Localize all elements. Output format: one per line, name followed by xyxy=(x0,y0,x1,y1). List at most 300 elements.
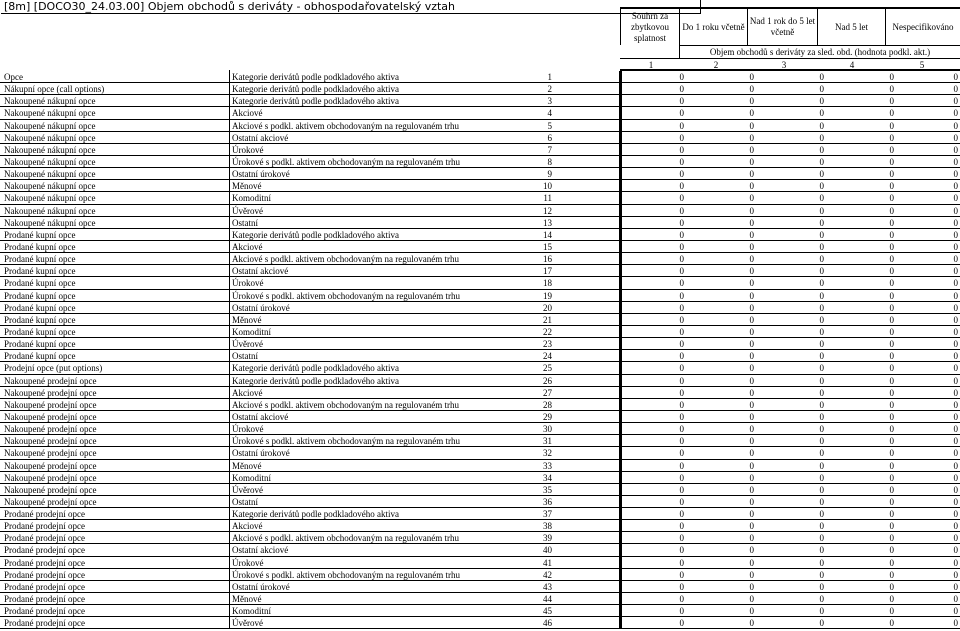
value-border xyxy=(619,217,622,228)
row-value: 0 xyxy=(749,326,754,337)
column-number: 4 xyxy=(849,60,855,70)
row-category: Nakoupené nákupní opce xyxy=(4,108,96,119)
row-subcategory: Ostatní akciové xyxy=(232,266,289,277)
row-value: 0 xyxy=(889,314,894,325)
row-subcategory: Ostatní akciové xyxy=(232,545,289,556)
row-value: 0 xyxy=(679,108,684,119)
row-value: 0 xyxy=(953,448,958,459)
row-value: 0 xyxy=(679,302,684,313)
row-subcategory: Kategorie derivátů podle podkladového aktiva xyxy=(232,84,399,95)
row-category: Prodané prodejní opce xyxy=(4,509,85,520)
row-value: 0 xyxy=(749,424,754,435)
value-border xyxy=(619,569,622,580)
table-row xyxy=(0,411,960,423)
row-category: Nakoupené nákupní opce xyxy=(4,96,96,107)
row-value: 0 xyxy=(889,302,894,313)
row-value: 0 xyxy=(953,302,958,313)
row-value: 0 xyxy=(749,594,754,605)
row-category: Nakoupené nákupní opce xyxy=(4,181,96,192)
row-subcategory: Úrokové s podkl. aktivem obchodovaným na regulovaném trhu xyxy=(232,156,460,167)
row-category: Prodané kupní opce xyxy=(4,314,76,325)
cell-divider xyxy=(229,252,230,264)
row-number: 25 xyxy=(543,363,552,374)
row-category: Prodané kupní opce xyxy=(4,351,76,362)
row-value: 0 xyxy=(679,266,684,277)
row-value: 0 xyxy=(679,205,684,216)
row-value: 0 xyxy=(819,460,824,471)
cell-divider xyxy=(229,94,230,106)
row-value: 0 xyxy=(679,241,684,252)
row-value: 0 xyxy=(889,290,894,301)
value-border xyxy=(619,593,622,604)
row-value: 0 xyxy=(889,606,894,617)
cell-divider xyxy=(229,422,230,434)
column-number-row xyxy=(620,58,960,71)
value-border xyxy=(619,314,622,325)
value-border xyxy=(619,95,622,106)
value-border xyxy=(619,484,622,495)
row-value: 0 xyxy=(889,266,894,277)
table-row xyxy=(0,217,960,229)
row-value: 0 xyxy=(749,460,754,471)
row-value: 0 xyxy=(819,509,824,520)
table-row xyxy=(0,447,960,459)
cell-divider xyxy=(229,543,230,555)
table-row xyxy=(0,581,960,593)
cell-divider xyxy=(229,568,230,580)
row-value: 0 xyxy=(819,484,824,495)
table-row xyxy=(0,399,960,411)
value-border xyxy=(619,423,622,434)
row-value: 0 xyxy=(953,72,958,82)
cell-divider xyxy=(229,313,230,325)
row-number: 6 xyxy=(547,132,552,143)
row-value: 0 xyxy=(679,278,684,289)
row-value: 0 xyxy=(679,436,684,447)
table-row xyxy=(0,569,960,581)
row-value: 0 xyxy=(749,290,754,301)
row-value: 0 xyxy=(889,618,894,629)
row-value: 0 xyxy=(749,411,754,422)
cell-divider xyxy=(229,386,230,398)
row-subcategory: Ostatní úrokové xyxy=(232,169,290,180)
row-value: 0 xyxy=(953,205,958,216)
cell-divider xyxy=(229,531,230,543)
row-value: 0 xyxy=(819,521,824,532)
row-value: 0 xyxy=(819,351,824,362)
row-value: 0 xyxy=(819,399,824,410)
row-value: 0 xyxy=(889,326,894,337)
cell-divider xyxy=(229,471,230,483)
row-number: 1 xyxy=(547,72,552,82)
value-border xyxy=(619,253,622,264)
row-subcategory: Ostatní xyxy=(232,351,258,362)
table-row xyxy=(0,423,960,435)
row-number: 23 xyxy=(543,339,552,350)
row-number: 46 xyxy=(543,618,552,629)
row-value: 0 xyxy=(749,509,754,520)
row-category: Nakoupené nákupní opce xyxy=(4,193,96,204)
row-subcategory: Ostatní xyxy=(232,496,258,507)
row-value: 0 xyxy=(679,156,684,167)
row-value: 0 xyxy=(679,314,684,325)
row-category: Nakoupené prodejní opce xyxy=(4,375,97,386)
row-value: 0 xyxy=(749,533,754,544)
row-value: 0 xyxy=(819,302,824,313)
row-value: 0 xyxy=(889,557,894,568)
value-border xyxy=(619,557,622,568)
row-number: 2 xyxy=(547,84,552,95)
row-value: 0 xyxy=(889,351,894,362)
column-number: 2 xyxy=(713,60,719,70)
row-value: 0 xyxy=(889,72,894,82)
row-subcategory: Měnové xyxy=(232,314,262,325)
table-row xyxy=(0,387,960,399)
row-category: Prodané prodejní opce xyxy=(4,594,85,605)
row-category: Nakoupené nákupní opce xyxy=(4,169,96,180)
row-value: 0 xyxy=(679,217,684,228)
cell-divider xyxy=(229,580,230,592)
value-border xyxy=(619,520,622,531)
value-border xyxy=(619,617,622,628)
row-value: 0 xyxy=(679,606,684,617)
row-category: Prodané prodejní opce xyxy=(4,545,85,556)
row-value: 0 xyxy=(953,569,958,580)
value-border xyxy=(619,387,622,398)
row-subcategory: Úrokové xyxy=(232,557,264,568)
row-value: 0 xyxy=(749,375,754,386)
row-value: 0 xyxy=(679,424,684,435)
row-subcategory: Úvěrové xyxy=(232,484,263,495)
row-value: 0 xyxy=(819,569,824,580)
row-number: 35 xyxy=(543,484,552,495)
row-value: 0 xyxy=(819,266,824,277)
row-value: 0 xyxy=(953,375,958,386)
row-category: Prodané prodejní opce xyxy=(4,618,85,629)
table-row xyxy=(0,290,960,302)
table-row xyxy=(0,508,960,520)
row-value: 0 xyxy=(749,387,754,398)
column-number: 5 xyxy=(919,60,925,70)
table-row xyxy=(0,435,960,447)
value-border xyxy=(619,229,622,240)
row-number: 45 xyxy=(543,606,552,617)
data-table xyxy=(0,71,960,629)
row-number: 4 xyxy=(547,108,552,119)
table-row xyxy=(0,277,960,289)
table-row xyxy=(0,350,960,362)
value-border xyxy=(619,290,622,301)
cell-divider xyxy=(229,507,230,519)
header-up-to-1-year: Do 1 roku včetně xyxy=(679,7,747,45)
row-value: 0 xyxy=(953,521,958,532)
row-value: 0 xyxy=(889,169,894,180)
row-value: 0 xyxy=(749,363,754,374)
row-value: 0 xyxy=(679,557,684,568)
row-value: 0 xyxy=(889,205,894,216)
value-border xyxy=(619,326,622,337)
row-category: Prodané prodejní opce xyxy=(4,569,85,580)
row-value: 0 xyxy=(819,181,824,192)
row-category: Prodané kupní opce xyxy=(4,241,76,252)
cell-divider xyxy=(229,446,230,458)
row-value: 0 xyxy=(749,351,754,362)
row-value: 0 xyxy=(749,618,754,629)
table-row xyxy=(0,460,960,472)
header-unspecified: Nespecifikováno xyxy=(885,7,960,45)
row-category: Nakoupené prodejní opce xyxy=(4,472,97,483)
cell-divider xyxy=(229,495,230,507)
cell-divider xyxy=(229,204,230,216)
cell-divider xyxy=(229,616,230,628)
column-number: 1 xyxy=(648,60,654,70)
row-value: 0 xyxy=(819,169,824,180)
row-value: 0 xyxy=(889,156,894,167)
row-value: 0 xyxy=(889,436,894,447)
row-value: 0 xyxy=(889,375,894,386)
row-value: 0 xyxy=(679,363,684,374)
table-row xyxy=(0,593,960,605)
row-subcategory: Akciové xyxy=(232,387,263,398)
table-row xyxy=(0,532,960,544)
row-category: Prodané prodejní opce xyxy=(4,533,85,544)
row-category: Nakoupené prodejní opce xyxy=(4,399,97,410)
header-total-maturity: Souhrn za zbytkovou splatnost xyxy=(620,7,679,45)
row-value: 0 xyxy=(679,132,684,143)
row-number: 16 xyxy=(543,254,552,265)
row-category: Prodané prodejní opce xyxy=(4,606,85,617)
cell-divider xyxy=(229,325,230,337)
row-value: 0 xyxy=(953,278,958,289)
row-category: Nakoupené prodejní opce xyxy=(4,424,97,435)
table-row xyxy=(0,605,960,617)
row-subcategory: Úrokové s podkl. aktivem obchodovaným na regulovaném trhu xyxy=(232,436,460,447)
row-value: 0 xyxy=(819,533,824,544)
row-value: 0 xyxy=(679,399,684,410)
row-value: 0 xyxy=(749,484,754,495)
column-number: 3 xyxy=(781,60,787,70)
row-value: 0 xyxy=(749,217,754,228)
row-value: 0 xyxy=(953,156,958,167)
row-category: Prodané kupní opce xyxy=(4,266,76,277)
row-value: 0 xyxy=(749,545,754,556)
cell-divider xyxy=(229,459,230,471)
row-value: 0 xyxy=(679,84,684,95)
row-value: 0 xyxy=(749,229,754,240)
row-value: 0 xyxy=(889,581,894,592)
table-row xyxy=(0,314,960,326)
row-value: 0 xyxy=(749,193,754,204)
cell-divider xyxy=(229,70,230,82)
table-row xyxy=(0,253,960,265)
row-subcategory: Ostatní úrokové xyxy=(232,581,290,592)
table-row xyxy=(0,362,960,374)
row-value: 0 xyxy=(749,557,754,568)
row-value: 0 xyxy=(679,193,684,204)
row-value: 0 xyxy=(819,424,824,435)
row-value: 0 xyxy=(819,472,824,483)
row-subcategory: Ostatní úrokové xyxy=(232,448,290,459)
row-subcategory: Kategorie derivátů podle podkladového aktiva xyxy=(232,72,399,82)
row-value: 0 xyxy=(679,144,684,155)
row-value: 0 xyxy=(953,229,958,240)
row-value: 0 xyxy=(953,533,958,544)
row-subcategory: Úvěrové xyxy=(232,205,263,216)
cell-divider xyxy=(229,519,230,531)
row-value: 0 xyxy=(749,399,754,410)
row-value: 0 xyxy=(679,594,684,605)
cell-divider xyxy=(229,264,230,276)
row-subcategory: Komoditní xyxy=(232,472,272,483)
row-value: 0 xyxy=(953,411,958,422)
row-value: 0 xyxy=(819,496,824,507)
row-value: 0 xyxy=(749,84,754,95)
row-value: 0 xyxy=(889,387,894,398)
row-number: 24 xyxy=(543,351,552,362)
row-value: 0 xyxy=(749,496,754,507)
row-category: Nakoupené prodejní opce xyxy=(4,436,97,447)
row-category: Nakoupené prodejní opce xyxy=(4,484,97,495)
row-number: 43 xyxy=(543,581,552,592)
row-number: 5 xyxy=(547,120,552,131)
row-value: 0 xyxy=(889,339,894,350)
row-category: Nakoupené prodejní opce xyxy=(4,496,97,507)
row-number: 26 xyxy=(543,375,552,386)
row-value: 0 xyxy=(953,606,958,617)
row-number: 39 xyxy=(543,533,552,544)
cell-divider xyxy=(229,361,230,373)
row-value: 0 xyxy=(889,193,894,204)
cell-divider xyxy=(229,119,230,131)
cell-divider xyxy=(229,592,230,604)
row-value: 0 xyxy=(953,314,958,325)
row-value: 0 xyxy=(953,472,958,483)
cell-divider xyxy=(229,301,230,313)
row-value: 0 xyxy=(819,120,824,131)
row-value: 0 xyxy=(749,266,754,277)
row-number: 15 xyxy=(543,241,552,252)
row-value: 0 xyxy=(679,484,684,495)
row-subcategory: Úrokové xyxy=(232,424,264,435)
row-category: Prodané kupní opce xyxy=(4,339,76,350)
value-border xyxy=(619,168,622,179)
row-value: 0 xyxy=(819,363,824,374)
row-category: Nakoupené nákupní opce xyxy=(4,217,96,228)
row-value: 0 xyxy=(889,241,894,252)
value-border xyxy=(619,241,622,252)
row-value: 0 xyxy=(953,484,958,495)
row-category: Prodané prodejní opce xyxy=(4,581,85,592)
table-row xyxy=(0,326,960,338)
row-subcategory: Úvěrové xyxy=(232,339,263,350)
row-value: 0 xyxy=(889,509,894,520)
value-border xyxy=(619,277,622,288)
value-border xyxy=(619,362,622,373)
cell-divider xyxy=(229,143,230,155)
row-value: 0 xyxy=(953,241,958,252)
row-number: 21 xyxy=(543,314,552,325)
row-number: 29 xyxy=(543,411,552,422)
cell-divider xyxy=(229,155,230,167)
value-border xyxy=(619,192,622,203)
row-value: 0 xyxy=(953,581,958,592)
row-category: Prodané kupní opce xyxy=(4,254,76,265)
row-value: 0 xyxy=(953,387,958,398)
row-category: Prodané kupní opce xyxy=(4,278,76,289)
cell-divider xyxy=(229,167,230,179)
table-row xyxy=(0,83,960,95)
row-category: Prodané prodejní opce xyxy=(4,521,85,532)
table-row xyxy=(0,205,960,217)
row-value: 0 xyxy=(953,326,958,337)
row-value: 0 xyxy=(889,533,894,544)
row-category: Prodané kupní opce xyxy=(4,326,76,337)
row-value: 0 xyxy=(889,545,894,556)
row-value: 0 xyxy=(749,302,754,313)
row-value: 0 xyxy=(819,108,824,119)
table-row xyxy=(0,95,960,107)
row-subcategory: Akciové s podkl. aktivem obchodovaným na regulovaném trhu xyxy=(232,533,459,544)
value-border xyxy=(619,496,622,507)
row-value: 0 xyxy=(749,521,754,532)
value-border xyxy=(619,338,622,349)
table-row xyxy=(0,338,960,350)
row-number: 33 xyxy=(543,460,552,471)
row-value: 0 xyxy=(749,132,754,143)
row-subcategory: Akciové xyxy=(232,108,263,119)
row-category: Prodejní opce (put options) xyxy=(4,363,103,374)
row-subcategory: Měnové xyxy=(232,181,262,192)
row-value: 0 xyxy=(749,181,754,192)
row-value: 0 xyxy=(819,84,824,95)
value-border xyxy=(619,399,622,410)
row-number: 44 xyxy=(543,594,552,605)
table-row xyxy=(0,144,960,156)
row-value: 0 xyxy=(953,290,958,301)
row-value: 0 xyxy=(679,533,684,544)
row-value: 0 xyxy=(679,72,684,82)
row-value: 0 xyxy=(679,229,684,240)
table-row xyxy=(0,617,960,629)
row-value: 0 xyxy=(819,156,824,167)
row-value: 0 xyxy=(953,132,958,143)
value-border xyxy=(619,205,622,216)
row-value: 0 xyxy=(889,411,894,422)
row-value: 0 xyxy=(819,96,824,107)
row-value: 0 xyxy=(819,278,824,289)
row-value: 0 xyxy=(953,509,958,520)
row-value: 0 xyxy=(953,594,958,605)
row-number: 10 xyxy=(543,181,552,192)
cell-divider xyxy=(229,604,230,616)
row-value: 0 xyxy=(679,387,684,398)
row-value: 0 xyxy=(889,521,894,532)
table-row xyxy=(0,484,960,496)
value-border xyxy=(619,144,622,155)
table-row xyxy=(0,375,960,387)
table-row xyxy=(0,520,960,532)
row-value: 0 xyxy=(819,411,824,422)
row-category: Nakoupené nákupní opce xyxy=(4,205,96,216)
row-value: 0 xyxy=(889,496,894,507)
row-value: 0 xyxy=(889,424,894,435)
row-value: 0 xyxy=(819,448,824,459)
row-number: 8 xyxy=(547,156,552,167)
row-value: 0 xyxy=(749,606,754,617)
row-subcategory: Akciové xyxy=(232,241,263,252)
value-border xyxy=(619,375,622,386)
row-value: 0 xyxy=(679,290,684,301)
